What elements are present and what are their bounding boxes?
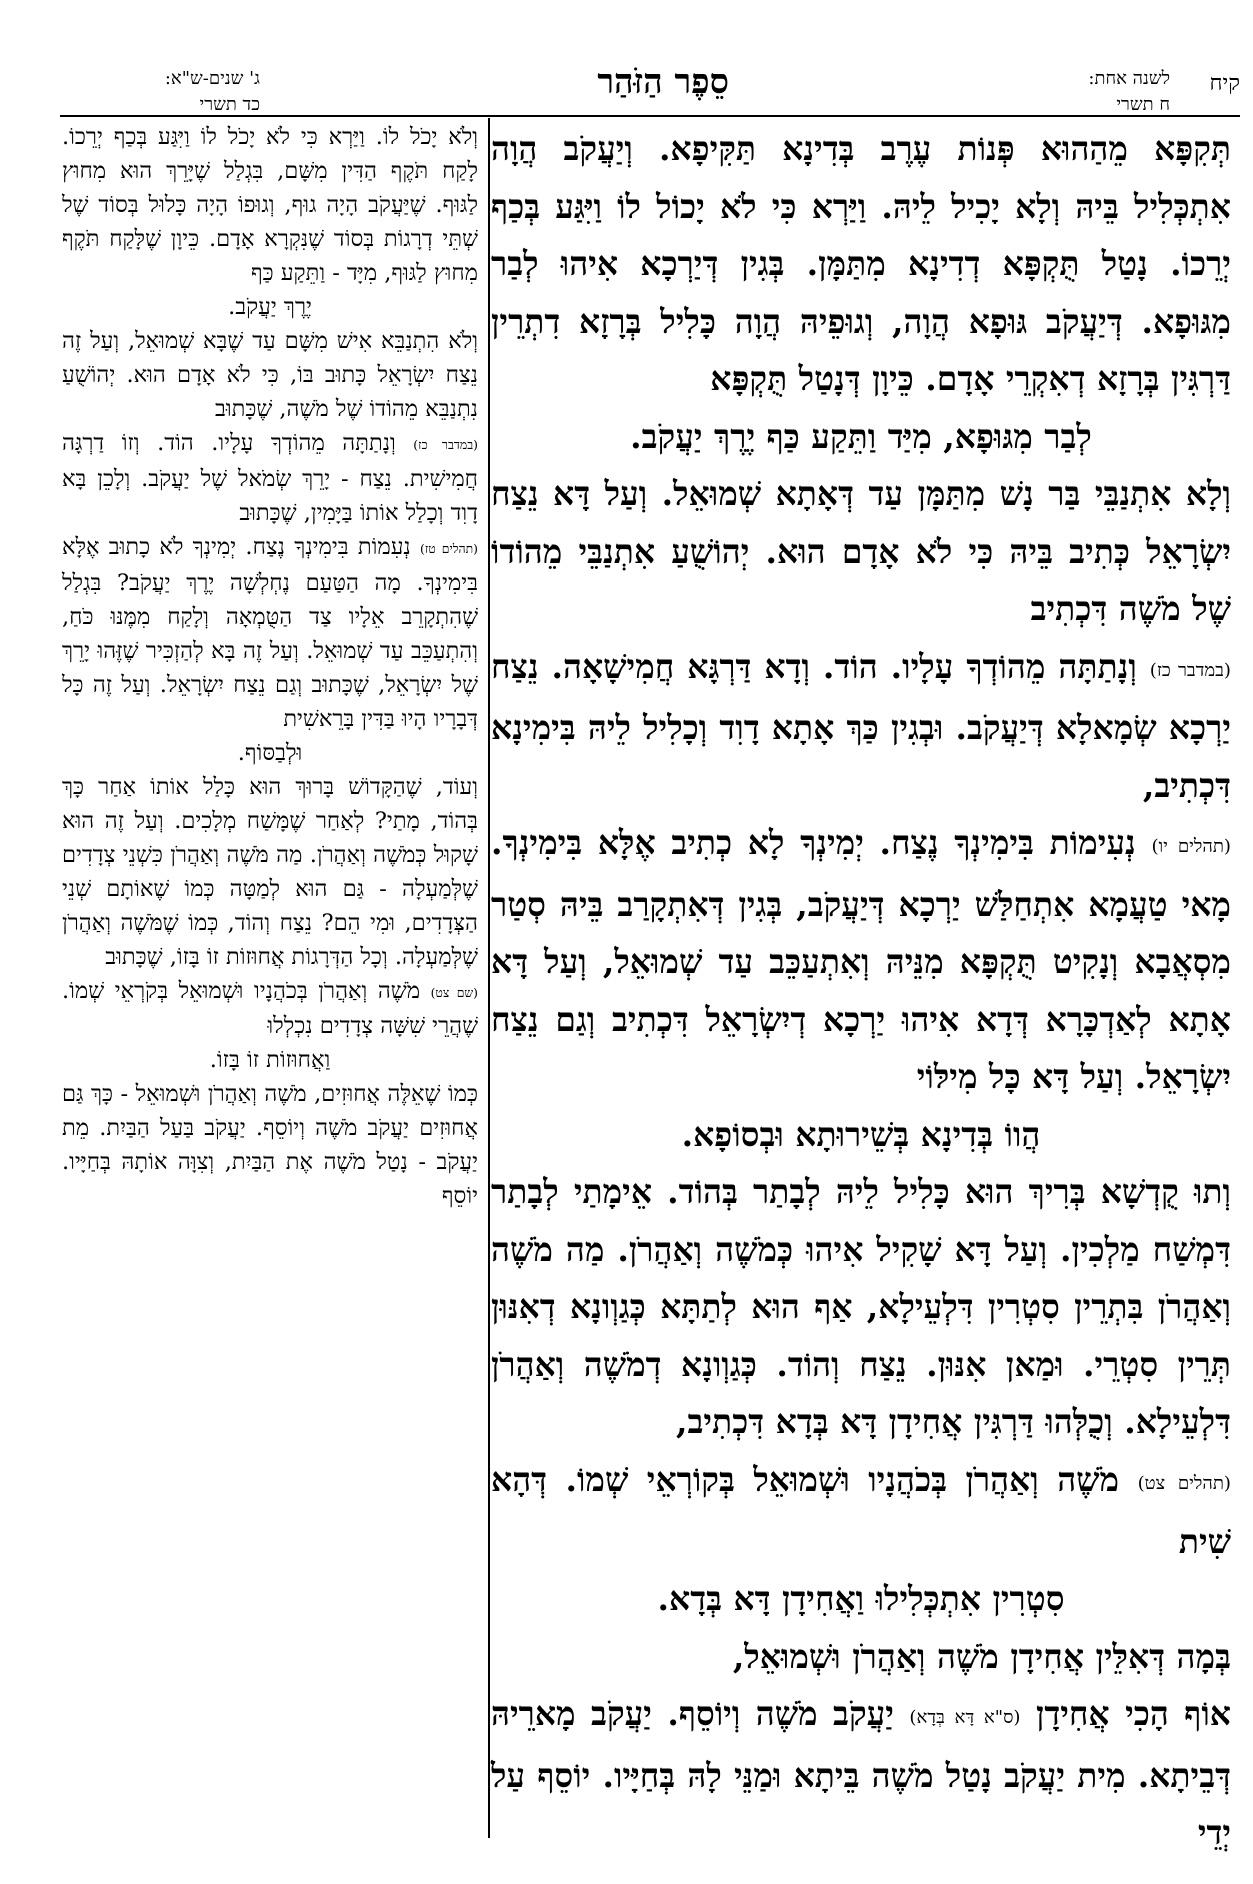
header-rule (60, 115, 1240, 117)
scripture-reference: (תהלים יו) (1151, 836, 1231, 858)
paragraph (491, 1685, 1231, 1862)
scripture-reference: (במדבר כז) (1149, 659, 1231, 681)
paragraph-text: נְעִמוֹת בִּימִינְךָ נֶצַח. יְמִינְךָ לֹא כָתוּב אֶלָּא בִּימִינְךָ. מָה הַטַּעַם נֶחְלְשָׁה יֶרֶךְ יַעֲקֹב? בִּגְלַל שֶׁהִתְקָרֵב אֵלָיו צַד הַטֻּמְאָה וְלָקַח מִמֶּנּוּ כֹּחַ, וְהִתְעַכֵּב עַד שְׁמוּאֵל. וְעַל זֶה בָּא לְהַזְכִּיר שֶׁזֶּהוּ יָרֵךְ שֶׁל יִשְׂרָאֵל, שֶׁכָּתוּב וְגַם נֵצַח יִשְׂרָאֵל. וְעַל זֶה כָּל דְּבָרָיו הָיוּ בַּדִּין בָּרֵאשִׁית (62, 533, 478, 732)
paragraph-text: לְבַר מִגּוּפָא, מִיַּד וַתֵּקַע כַּף יֶרֶךְ יַעֲקֹב. (630, 416, 1092, 456)
header-right-info (1088, 66, 1170, 118)
paragraph-text: תְּקִפָּא מֵהַהוּא פְּנוֹת עֶרֶב בְּדִינָא תַּקִּיפָא. וְיַעֲקֹב הֲוָה אִתְכְּלִיל בֵּיהּ וְלָא יָכִיל לֵיהּ. וַיַּרְא כִּי לֹא יָכוֹל לוֹ וַיִּגַּע בְּכַף יְרֵכוֹ. נָטַל תֻּקְפָּא דְדִינָא מִתַּמָּן. בְּגִין דְּיַרְכָא אִיהוּ לְבַר מִגּוּפָא. דְּיַעֲקֹב גּוּפָא הֲוָה, וְגוּפֵיהּ הֲוָה כָּלִיל בְּרָזָא דִתְרֵין דַּרְגִּין בְּרָזָא דְאִקְרֵי אָדָם. כֵּיוָן דְּנָטַל תֻּקְפָּא (491, 129, 1231, 398)
paragraph (62, 1077, 478, 1213)
paragraph (491, 814, 1231, 1106)
paragraph (62, 426, 478, 530)
paragraph (491, 1628, 1231, 1686)
paragraph-text: וּלְבַסּוֹף. (237, 739, 303, 766)
paragraph (62, 290, 478, 324)
scripture-reference: (במדבר כז) (413, 437, 478, 452)
paragraph-text: הֲווֹ בְּדִינָא בְּשֵׁירוּתָא וּבְסוֹפָא. (681, 1114, 1041, 1154)
reading-schedule-one-year: לשנה אחת: (1088, 68, 1170, 89)
page-number: קיח (1209, 71, 1240, 96)
scripture-reference: (ס"א דָּא בְּדָא) (909, 1707, 1021, 1729)
paragraph (491, 120, 1231, 408)
column-divider (488, 118, 490, 1838)
paragraph-text: יַעֲקֹב מֹשֶׁה וְיוֹסֵף. יַעֲקֹב מָארֵיהּ דְּבֵיתָא. מִית יַעֲקֹב נָטַל מֹשֶׁה בֵּיתָא וּמַנֵּי לָהּ בְּחַיָּיו. יוֹסֵף עַל יְדֵי (491, 1694, 1231, 1853)
paragraph-text: יֶרֶךְ יַעֲקֹב. (228, 294, 312, 320)
reading-date-three-years: כד תשרי (199, 94, 260, 115)
paragraph-text: וְנָתַתָּה מֵהוֹדְךָ עָלָיו. הוֹד. וְדָא דַּרְגָּא חֲמִישָׁאָה. נֵצַח יַרְכָא שְׂמָאלָא דְּיַעֲקֹב. וּבְגִין כַּךְ אָתָא דָוִד וְכָלִיל לֵיהּ בִּימִינָא דִּכְתִיב, (491, 646, 1231, 805)
reading-schedule-three-years: ג' שנים-ש"א: (164, 68, 260, 89)
paragraph (62, 974, 478, 1044)
paragraph (62, 324, 478, 426)
paragraph (62, 530, 478, 736)
paragraph (491, 1451, 1231, 1570)
paragraph-text: מֹשֶׁה וְאַהֲרֹן בְּכֹהֲנָיו וּשְׁמוּאֵל בְּקוֹרְאֵי שְׁמוֹ. דְּהָא שִׁית (491, 1459, 1231, 1561)
paragraph-text: וְעוֹד, שֶׁהַקָּדוֹשׁ בָּרוּךְ הוּא כָּלַל אוֹתוֹ אַחַר כָּךְ בְּהוֹד, מָתַי? לְאַחַר שֶׁמָּשַׁח מְלָכִים. וְעַל זֶה הוּא שָׁקוּל כְּמֹשֶׁה וְאַהֲרֹן. מַה מֹּשֶׁה וְאַהֲרֹן כִּשְׁנֵי צְדָדִים שֶׁלְּמַעְלָה - גַּם הוּא לְמַטָּה כְּמוֹ שֶׁאוֹתָם שְׁנֵי הַצְּדָדִים, וּמִי הֵם? נֵצַח וְהוֹד, כְּמוֹ שֶׁמֹּשֶׁה וְאַהֲרֹן שֶׁלְּמַעְלָה. וְכָל הַדְּרָגוֹת אֲחוּזוֹת זוֹ בָּזוֹ, שֶׁכָּתוּב (62, 773, 478, 970)
book-title: סֵפֶר הַזֹּהַר (597, 62, 730, 102)
paragraph (491, 408, 1231, 466)
paragraph (62, 770, 478, 974)
paragraph-text: וְתוּ קֻדְשָׁא בְּרִיךְ הוּא כָּלִיל לֵיהּ לְבָתַר בְּהוֹד. אֵימָתַי לְבָתַר דִּמְשַׁח מַלְכִין. וְעַל דָּא שָׁקִיל אִיהוּ כְּמֹשֶׁה וְאַהֲרֹן. מַה מֹשֶׁה וְאַהֲרֹן בִּתְרֵין סִטְרִין דִּלְעֵילָא, אַף הוּא לְתַתָּא כְּגַוְונָא דְאִנּוּן תְּרֵין סִטְרֵי. וּמַאן אִנּוּן. נֵצַח וְהוֹד. כְּגַוְונָא דְמֹשֶׁה וְאַהֲרֹן דִּלְעֵילָא. וְכֻלְּהוּ דַּרְגִּין אֲחִידָן דָּא בְּדָא דִּכְתִיב, (491, 1172, 1231, 1442)
paragraph-text: וְלָא אִתְנַבֵּי בַּר נָשׁ מִתַּמָּן עַד דְּאָתָא שְׁמוּאֵל. וְעַל דָּא נֵצַח יִשְׂרָאֵל כְּתִיב בֵּיהּ כִּי לֹא אָדָם הוּא. יְהוֹשֻׁעַ אִתְנַבֵּי מֵהוֹדוֹ שֶׁל מֹשֶׁה דִּכְתִיב (491, 474, 1231, 628)
scripture-reference: (תהלים טז) (420, 541, 478, 556)
paragraph-text: בְּמָה דְּאִלֵּין אֲחִידָן מֹשֶׁה וְאַהֲרֹן וּשְׁמוּאֵל, (732, 1636, 1231, 1676)
paragraph (491, 1570, 1231, 1628)
scripture-reference: (תהלים צט) (1137, 1473, 1231, 1495)
paragraph-text: מֹשֶׁה וְאַהֲרֹן בְּכֹהֲנָיו וּשְׁמוּאֵל בְּקֹרְאֵי שְׁמוֹ. שֶׁהֲרֵי שִׁשָּׁה צְדָדִים נִכְלְלוּ (62, 977, 478, 1040)
header-left-info (60, 66, 260, 118)
paragraph-text: אוֹף הָכִי אֲחִידָן (1035, 1694, 1231, 1734)
paragraph (62, 120, 478, 290)
paragraph-text: וַאֲחוּזוֹת זוֹ בָּזוֹ. (209, 1047, 331, 1074)
paragraph-text: כְּמוֹ שֶׁאֵלֶּה אֲחוּזִים, מֹשֶׁה וְאַהֲרֹן וּשְׁמוּאֵל - כָּךְ גַּם אֲחוּזִים יַעֲקֹב מֹשֶׁה וְיוֹסֵף. יַעֲקֹב בַּעַל הַבַּיִת. מֵת יַעֲקֹב - נָטַל מֹשֶׁה אֶת הַבַּיִת, וְצִוָּה אוֹתָהּ בְּחַיָּיו. יוֹסֵף (62, 1081, 478, 1210)
paragraph (491, 465, 1231, 638)
page-header (60, 62, 1240, 118)
paragraph-text: וְלֹא יָכֹל לוֹ. וַיַּרְא כִּי לֹא יָכֹל לוֹ וַיִּגַּע בְּכַף יְרֵכוֹ. לָקַח תֹּקֶף הַדִּין מִשָּׁם, בִּגְלַל שֶׁיָּרֵךְ הוּא מִחוּץ לַגּוּף. שֶׁיַּעֲקֹב הָיָה גוּף, וְגוּפוֹ הָיָה כָּלוּל בְּסוֹד שֶׁל שְׁתֵּי דְרָגוֹת בְּסוֹד שֶׁנִּקְרָא אָדָם. כֵּיוָן שֶׁלָּקַח תֹּקֶף מִחוּץ לַגּוּף, מִיָּד - וַתֵּקַע כַּף (62, 124, 478, 286)
paragraph (491, 1106, 1231, 1164)
scripture-reference: (שם צט) (430, 985, 478, 1000)
paragraph (62, 736, 478, 770)
hebrew-translation-column (62, 120, 478, 1213)
paragraph-text: נְעִימוֹת בִּימִינְךָ נֶצַח. יְמִינְךָ לָא כְתִיב אֶלָּא בִּימִינְךָ. מָאי טַעֲמָא אִתְחַלַּשׁ יַרְכָא דְּיַעֲקֹב, בְּגִין דְּאִתְקָרַב בֵּיהּ סְטַר מִסְאֲבָא וְנָקִיט תֻּקְפָּא מִנֵּיהּ וְאִתְעַכֵּב עַד שְׁמוּאֵל, וְעַל דָּא אָתָא לְאַדְכָּרָא דְּדָא אִיהוּ יַרְכָא דְיִשְׂרָאֵל דִּכְתִיב וְגַם נֵצַח יִשְׂרָאֵל. וְעַל דָּא כָּל מִילּוֹי (491, 823, 1231, 1097)
paragraph (62, 1043, 478, 1077)
paragraph (491, 1163, 1231, 1451)
paragraph-text: וְלֹא הִתְנַבֵּא אִישׁ מִשָּׁם עַד שֶׁבָּא שְׁמוּאֵל, וְעַל זֶה נֵצַח יִשְׂרָאֵל כָּתוּב בּוֹ, כִּי לֹא אָדָם הוּא. יְהוֹשֻׁעַ נִתְנַבֵּא מֵהוֹדוֹ שֶׁל מֹשֶׁה, שֶׁכָּתוּב (62, 328, 478, 422)
paragraph (491, 638, 1231, 815)
paragraph-text: וְנָתַתָּה מֵהוֹדְךָ עָלָיו. הוֹד. וְזוֹ דַרְגָּה חֲמִישִׁית. נֵצַח - יָרֵךְ שְׂמֹאל שֶׁל יַעֲקֹב. וְלָכֵן בָּא דָוִד וְכָלַל אוֹתוֹ בַּיָּמִין, שֶׁכָּתוּב (62, 430, 478, 526)
aramaic-main-column (491, 120, 1231, 1862)
paragraph-text: סִטְרִין אִתְכְּלִילוּ וַאֲחִידָן דָּא בְּדָא. (657, 1579, 1065, 1619)
reading-date-one-year: ח תשרי (1116, 94, 1170, 115)
